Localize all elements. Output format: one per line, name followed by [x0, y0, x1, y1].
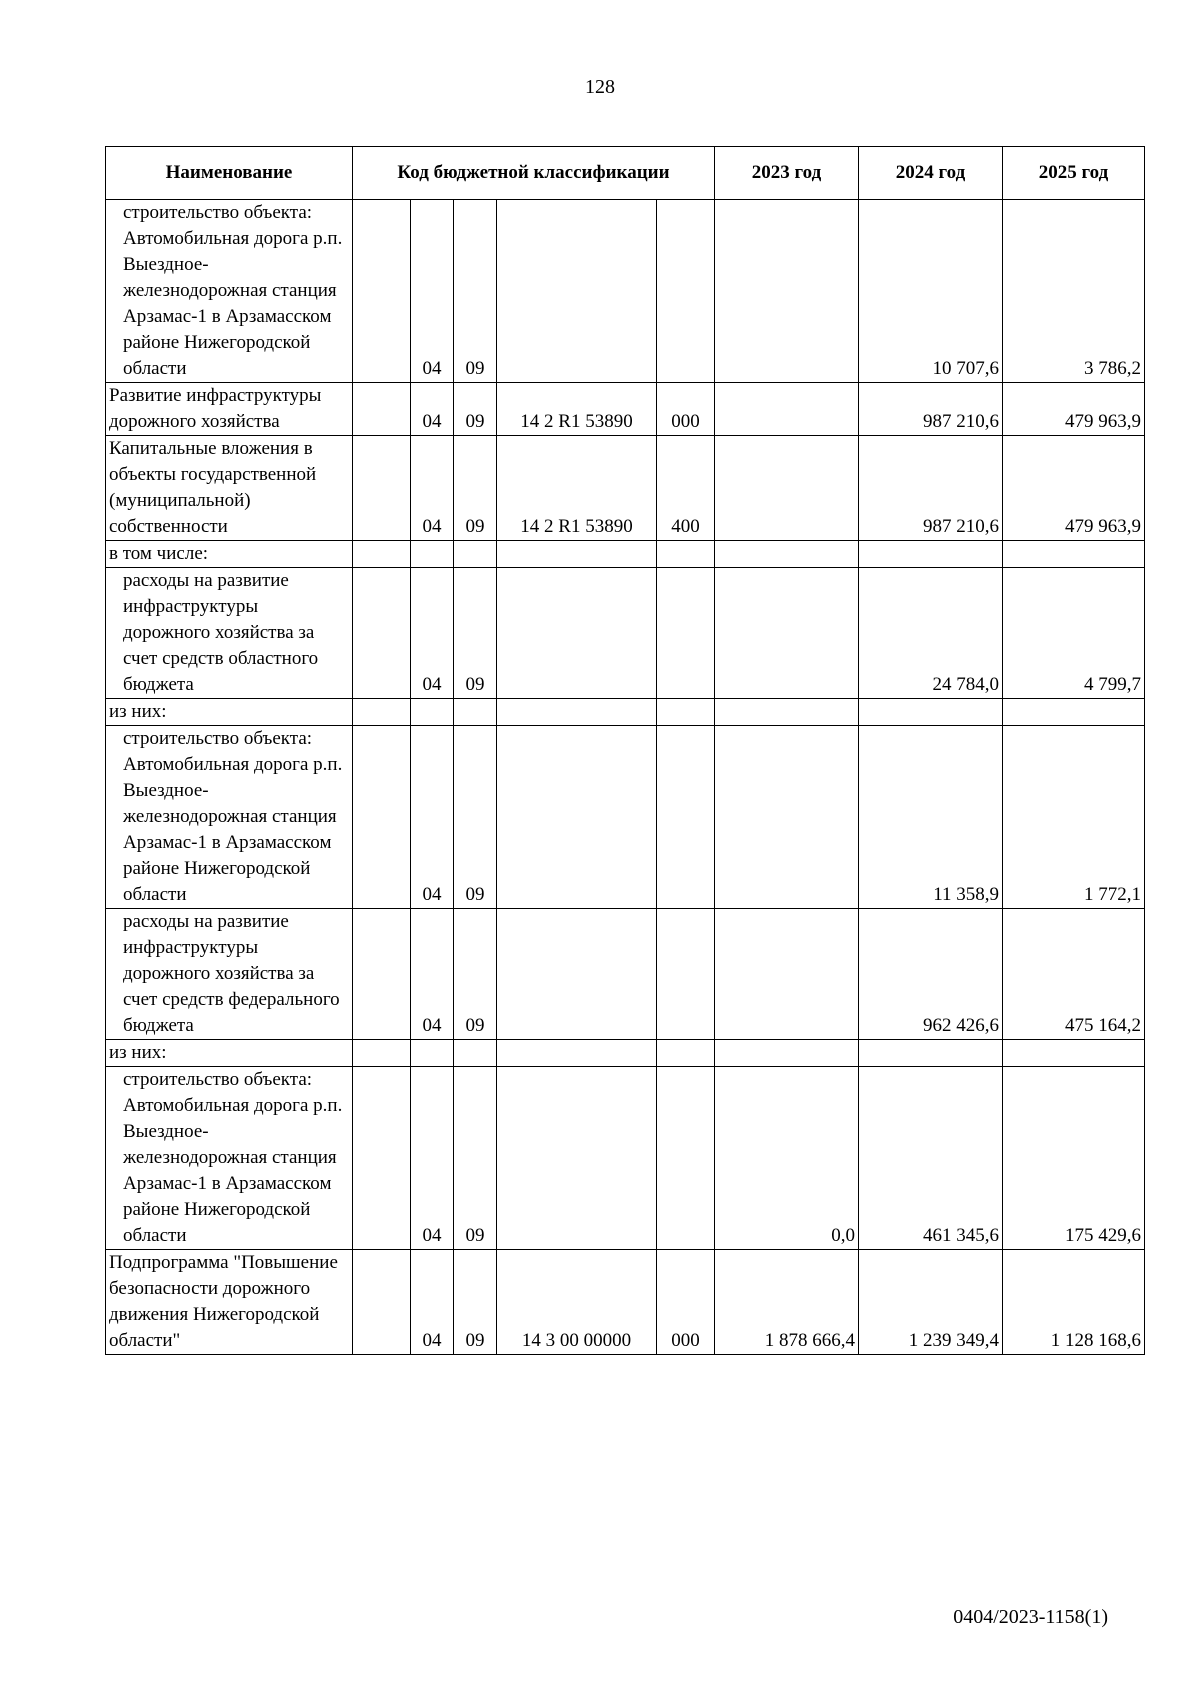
header-name: Наименование: [106, 147, 353, 200]
code-subsection: 09: [454, 909, 497, 1040]
code-expense-type: [657, 699, 715, 726]
table-row: [106, 726, 1145, 909]
row-name: из них:: [109, 1042, 167, 1063]
amount-2023: [715, 436, 859, 541]
row-name: Капитальные вложения в объекты государственной (муниципальной) собственности: [109, 438, 317, 537]
amount-2025: [1003, 1040, 1145, 1067]
code-target-article: 14 2 R1 53890: [497, 383, 657, 436]
table-row: [106, 1040, 1145, 1067]
code-section: 04: [411, 200, 454, 383]
header-code: Код бюджетной классификации: [353, 147, 715, 200]
code-cell-1: [353, 1040, 411, 1067]
amount-2025: 475 164,2: [1003, 909, 1145, 1040]
code-section: [411, 1040, 454, 1067]
code-subsection: 09: [454, 568, 497, 699]
code-subsection: [454, 541, 497, 568]
code-subsection: [454, 1040, 497, 1067]
amount-2023: [715, 726, 859, 909]
table-row: [106, 909, 1145, 1040]
code-target-article: 14 3 00 00000: [497, 1250, 657, 1355]
amount-2025: 1 128 168,6: [1003, 1250, 1145, 1355]
code-subsection: 09: [454, 1250, 497, 1355]
code-subsection: 09: [454, 200, 497, 383]
code-target-article: [497, 909, 657, 1040]
code-section: 04: [411, 1067, 454, 1250]
row-name-cell: [106, 1250, 353, 1355]
header-2023: 2023 год: [715, 147, 859, 200]
header-2024: 2024 год: [859, 147, 1003, 200]
table-row: [106, 436, 1145, 541]
row-name-cell: [106, 1067, 353, 1250]
amount-2023: [715, 699, 859, 726]
row-name: в том числе:: [109, 543, 209, 564]
row-name-cell: [106, 699, 353, 726]
amount-2024: 987 210,6: [859, 383, 1003, 436]
amount-2025: [1003, 541, 1145, 568]
row-name: расходы на развитие инфраструктуры дорожного хозяйства за счет средств федерального бюджета: [123, 911, 340, 1036]
amount-2023: [715, 541, 859, 568]
amount-2023: [715, 568, 859, 699]
table-row: [106, 699, 1145, 726]
code-section: [411, 541, 454, 568]
amount-2024: 1 239 349,4: [859, 1250, 1003, 1355]
code-cell-1: [353, 699, 411, 726]
code-target-article: [497, 1040, 657, 1067]
amount-2023: [715, 909, 859, 1040]
table-body: [106, 200, 1145, 1355]
code-subsection: 09: [454, 726, 497, 909]
amount-2023: 1 878 666,4: [715, 1250, 859, 1355]
row-name-cell: [106, 726, 353, 909]
amount-2024: 962 426,6: [859, 909, 1003, 1040]
amount-2024: [859, 541, 1003, 568]
code-target-article: [497, 568, 657, 699]
code-cell-1: [353, 909, 411, 1040]
code-cell-1: [353, 1067, 411, 1250]
code-cell-1: [353, 200, 411, 383]
page-number: 128: [585, 76, 615, 98]
table-row: [106, 1067, 1145, 1250]
code-cell-1: [353, 726, 411, 909]
code-expense-type: [657, 909, 715, 1040]
code-expense-type: 400: [657, 436, 715, 541]
code-cell-1: [353, 1250, 411, 1355]
code-target-article: 14 2 R1 53890: [497, 436, 657, 541]
amount-2023: [715, 1040, 859, 1067]
code-target-article: [497, 541, 657, 568]
amount-2023: [715, 200, 859, 383]
budget-table: [105, 146, 1145, 1355]
code-cell-1: [353, 436, 411, 541]
code-section: 04: [411, 436, 454, 541]
code-subsection: 09: [454, 1067, 497, 1250]
code-cell-1: [353, 383, 411, 436]
code-section: 04: [411, 909, 454, 1040]
amount-2024: [859, 1040, 1003, 1067]
code-expense-type: [657, 200, 715, 383]
code-target-article: [497, 1067, 657, 1250]
row-name-cell: [106, 909, 353, 1040]
code-expense-type: [657, 541, 715, 568]
row-name: строительство объекта: Автомобильная дорога р.п. Выездное-железнодорожная станция Арзамас-1 в Арзамасском районе Нижегородской области: [123, 728, 343, 905]
amount-2023: 0,0: [715, 1067, 859, 1250]
amount-2025: 479 963,9: [1003, 436, 1145, 541]
row-name: Развитие инфраструктуры дорожного хозяйства: [109, 385, 322, 432]
code-section: 04: [411, 1250, 454, 1355]
amount-2024: 10 707,6: [859, 200, 1003, 383]
table-row: [106, 1250, 1145, 1355]
row-name-cell: [106, 436, 353, 541]
table-row: [106, 200, 1145, 383]
amount-2025: 1 772,1: [1003, 726, 1145, 909]
row-name: расходы на развитие инфраструктуры дорожного хозяйства за счет средств областного бюджета: [123, 570, 319, 695]
code-cell-1: [353, 568, 411, 699]
code-expense-type: [657, 1067, 715, 1250]
amount-2025: 479 963,9: [1003, 383, 1145, 436]
row-name: строительство объекта: Автомобильная дорога р.п. Выездное-железнодорожная станция Арзамас-1 в Арзамасском районе Нижегородской области: [123, 202, 343, 379]
row-name-cell: [106, 200, 353, 383]
code-expense-type: 000: [657, 383, 715, 436]
code-subsection: [454, 699, 497, 726]
amount-2025: 3 786,2: [1003, 200, 1145, 383]
table-header-row: [106, 147, 1145, 200]
row-name-cell: [106, 568, 353, 699]
code-subsection: 09: [454, 383, 497, 436]
table-row: [106, 383, 1145, 436]
row-name-cell: [106, 1040, 353, 1067]
amount-2024: 987 210,6: [859, 436, 1003, 541]
row-name: из них:: [109, 701, 167, 722]
code-expense-type: [657, 726, 715, 909]
row-name-cell: [106, 541, 353, 568]
amount-2024: 11 358,9: [859, 726, 1003, 909]
code-expense-type: [657, 1040, 715, 1067]
row-name-cell: [106, 383, 353, 436]
code-section: 04: [411, 383, 454, 436]
code-section: 04: [411, 568, 454, 699]
row-name: Подпрограмма "Повышение безопасности дорожного движения Нижегородской области": [109, 1252, 338, 1351]
code-target-article: [497, 699, 657, 726]
amount-2024: 461 345,6: [859, 1067, 1003, 1250]
code-target-article: [497, 200, 657, 383]
row-name: строительство объекта: Автомобильная дорога р.п. Выездное-железнодорожная станция Арзамас-1 в Арзамасском районе Нижегородской области: [123, 1069, 343, 1246]
code-section: [411, 699, 454, 726]
amount-2024: [859, 699, 1003, 726]
code-section: 04: [411, 726, 454, 909]
amount-2025: [1003, 699, 1145, 726]
code-subsection: 09: [454, 436, 497, 541]
code-cell-1: [353, 541, 411, 568]
header-2025: 2025 год: [1003, 147, 1145, 200]
amount-2024: 24 784,0: [859, 568, 1003, 699]
code-target-article: [497, 726, 657, 909]
table-row: [106, 568, 1145, 699]
amount-2023: [715, 383, 859, 436]
amount-2025: 175 429,6: [1003, 1067, 1145, 1250]
table-row: [106, 541, 1145, 568]
document-code: 0404/2023-1158(1): [953, 1606, 1108, 1628]
code-expense-type: [657, 568, 715, 699]
code-expense-type: 000: [657, 1250, 715, 1355]
amount-2025: 4 799,7: [1003, 568, 1145, 699]
